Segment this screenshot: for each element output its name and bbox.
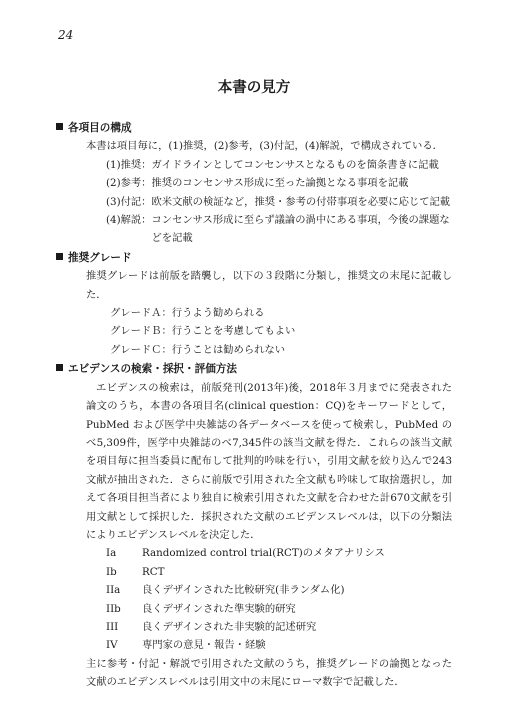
- list-item: グレードＣ：行うことは勧められない: [110, 343, 286, 356]
- structure-intro: 本書は項目毎に，(1)推奨，(2)参考，(3)付記，(4)解説，で構成されている．: [86, 140, 443, 153]
- section-heading-structure: 各項目の構成: [56, 119, 452, 137]
- list-item: IIb 良くデザインされた準実験的研究: [106, 602, 296, 615]
- section-heading-grade: 推奨グレード: [56, 249, 452, 267]
- list-item: (4)解説： コンセンサス形成に至らず議論の渦中にある事項，今後の課題などを記載: [106, 214, 450, 245]
- list-item: (2)参考： 推奨のコンセンサス形成に至った論拠となる事項を記載: [106, 177, 409, 190]
- page-number: 24: [58, 28, 74, 42]
- structure-list: [56, 156, 452, 248]
- list-item: III 良くデザインされた非実験的記述研究: [106, 620, 317, 633]
- page-title: 本書の見方: [217, 80, 291, 96]
- list-item: (3)付記： 欧米文献の検証など，推奨・参考の付帯事項を必要に応じて記載: [106, 195, 451, 208]
- square-bullet-icon: [56, 364, 63, 371]
- section-heading-evidence: エビデンスの検索・採択・評価方法: [56, 360, 452, 378]
- list-item: (1)推奨： ガイドラインとしてコンセンサスとなるものを箇条書きに記載: [106, 158, 439, 171]
- grade-list: [56, 304, 452, 359]
- evidence-closing: 主に参考・付記・解説で引用された文献のうち，推奨グレードの論拠となった文献のエビデンスレベルは引用文中の末尾にローマ数字で記載した．: [86, 657, 452, 689]
- list-item: IIa 良くデザインされた比較研究(非ランダム化): [106, 584, 345, 597]
- evidence-body: エビデンスの検索は，前版発刊(2013年)後，2018年３月までに発表された論文のうち，本書の各項目名(clinical question：CQ)をキーワードとして，PubMed および医学中央雑誌の各データベースを使って検索し，PubMed のべ5,309件，医学中央雑誌のべ7,345件の該当文献を得た．これらの該当文献を項目毎に担当委員に配布して批判的吟味を行い，引用文献を絞り込んで243文献が抽出された．さらに前版で引用された全文献も吟味して取捨選択し，加えて各項目担当者により独自に検索引用された文献を合わせた計670文献を引用文献として採択した．採択された文献のエビデンスレベルは，以下の分類法によりエビデンスレベルを決定した．: [86, 381, 452, 541]
- square-bullet-icon: [56, 123, 63, 130]
- square-bullet-icon: [56, 253, 63, 260]
- list-item: IV 専門家の意見・報告・経験: [106, 639, 266, 652]
- content: [56, 118, 452, 692]
- grade-intro: 推奨グレードは前版を踏襲し，以下の３段階に分類し，推奨文の末尾に記載した．: [86, 270, 452, 301]
- list-item: Ia Randomized control trial(RCT)のメタアナリシス: [106, 547, 385, 560]
- evidence-level-list: [56, 544, 452, 654]
- list-item: Ib RCT: [106, 565, 165, 578]
- list-item: グレードＢ：行うことを考慮してもよい: [110, 325, 296, 338]
- list-item: グレードＡ：行うよう勧められる: [110, 307, 265, 320]
